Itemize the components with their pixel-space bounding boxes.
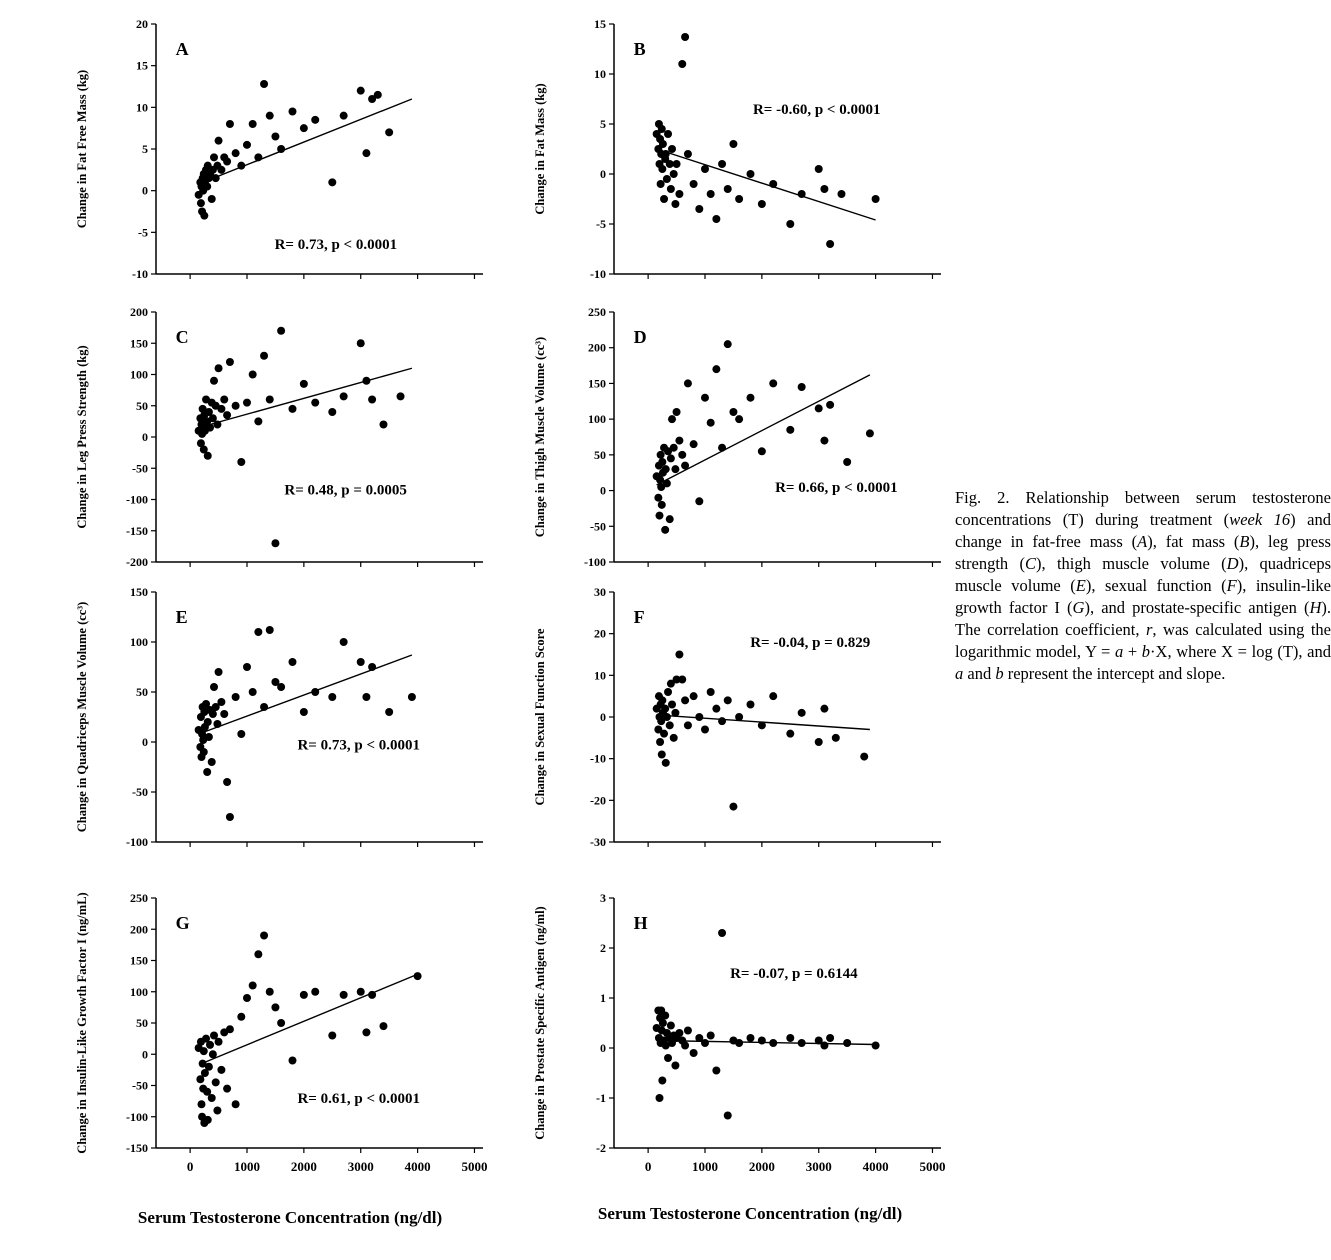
svg-text:0: 0 — [600, 167, 606, 181]
svg-text:-100: -100 — [126, 835, 148, 849]
svg-text:R= 0.73, p < 0.0001: R= 0.73, p < 0.0001 — [274, 237, 398, 253]
panel-h-psa — [526, 888, 966, 1184]
svg-text:D: D — [633, 327, 647, 347]
svg-text:2000: 2000 — [748, 1159, 775, 1174]
svg-text:250: 250 — [130, 891, 148, 905]
svg-text:150: 150 — [588, 376, 606, 391]
svg-text:3000: 3000 — [347, 1159, 374, 1174]
panel-d-chart — [526, 302, 966, 572]
svg-text:100: 100 — [130, 635, 148, 649]
panel-f-chart — [526, 582, 966, 852]
panel-h-chart — [526, 888, 966, 1184]
svg-text:A: A — [175, 39, 189, 59]
svg-text:Change in Insulin-Like Growth: Change in Insulin-Like Growth Factor I (ng/mL) — [75, 892, 89, 1154]
svg-text:Change in Fat Free Mass (kg): Change in Fat Free Mass (kg) — [75, 69, 89, 229]
svg-text:R= -0.04, p = 0.829: R= -0.04, p = 0.829 — [750, 635, 871, 651]
svg-text:Change in Leg Press Strength (: Change in Leg Press Strength (kg) — [75, 345, 89, 529]
panel-c-chart — [68, 302, 508, 572]
svg-text:0: 0 — [600, 483, 606, 498]
svg-text:50: 50 — [136, 1016, 148, 1030]
x-axis-label-right: Serum Testosterone Concentration (ng/dl) — [597, 1204, 903, 1223]
svg-text:-10: -10 — [590, 751, 606, 766]
svg-text:-10: -10 — [132, 267, 148, 281]
svg-text:0: 0 — [142, 1047, 148, 1062]
panel-e-quadriceps-muscle-volume — [68, 582, 508, 852]
svg-text:250: 250 — [588, 305, 606, 319]
svg-text:50: 50 — [136, 685, 148, 699]
panel-f-sexual-function-score — [526, 582, 966, 852]
svg-text:3000: 3000 — [805, 1159, 832, 1174]
svg-text:-5: -5 — [138, 225, 148, 240]
panel-g-igf-i — [68, 888, 508, 1184]
svg-text:0: 0 — [644, 1159, 652, 1174]
svg-text:200: 200 — [588, 340, 606, 355]
svg-text:G: G — [175, 913, 190, 933]
svg-text:100: 100 — [130, 367, 148, 382]
svg-text:4000: 4000 — [404, 1159, 431, 1174]
svg-text:-200: -200 — [126, 555, 148, 569]
svg-text:10: 10 — [594, 67, 606, 81]
svg-text:-5: -5 — [596, 217, 606, 231]
panel-b-chart — [526, 14, 966, 284]
svg-text:4000: 4000 — [862, 1159, 889, 1174]
svg-text:R= 0.61, p < 0.0001: R= 0.61, p < 0.0001 — [297, 1091, 421, 1107]
svg-text:2000: 2000 — [290, 1159, 317, 1174]
svg-text:-1: -1 — [596, 1091, 606, 1105]
svg-text:15: 15 — [594, 17, 606, 31]
svg-text:E: E — [175, 607, 188, 627]
svg-text:50: 50 — [594, 447, 606, 462]
svg-text:10: 10 — [594, 668, 606, 683]
svg-text:R= 0.73, p < 0.0001: R= 0.73, p < 0.0001 — [297, 737, 421, 754]
panel-a-chart — [68, 14, 508, 284]
svg-text:0: 0 — [142, 430, 148, 444]
svg-text:R= 0.48, p = 0.0005: R= 0.48, p = 0.0005 — [284, 482, 407, 499]
svg-text:150: 150 — [130, 585, 148, 599]
svg-text:-50: -50 — [132, 785, 148, 799]
svg-text:10: 10 — [136, 100, 148, 115]
svg-text:Change in Quadriceps Muscle Vo: Change in Quadriceps Muscle Volume (cc³) — [75, 601, 89, 833]
svg-text:-50: -50 — [132, 461, 148, 476]
figure-caption: Fig. 2. Relationship between serum testosterone concentrations (T) during treatment (week 16) and change in fat-free mass (A), fat mass (B), leg press strength (C), thigh muscle volume (D), quadriceps muscle volume (E), sexual function (F), insulin-like growth factor I (G), and prostate-specific antigen (H). The correlation coefficient, r, was calculated using the logarithmic model, Y = a + b·X, where X = log (T), and a and b represent the intercept and slope. — [955, 488, 1331, 683]
svg-text:-10: -10 — [590, 267, 606, 281]
svg-text:150: 150 — [130, 953, 148, 968]
svg-text:-100: -100 — [126, 1109, 148, 1124]
svg-text:5: 5 — [142, 142, 148, 156]
svg-text:50: 50 — [136, 398, 148, 413]
panel-c-leg-press-strength — [68, 302, 508, 572]
svg-text:Change in Prostate Specific An: Change in Prostate Specific Antigen (ng/ml) — [533, 906, 547, 1140]
panel-b-fat-mass — [526, 14, 966, 284]
svg-text:200: 200 — [130, 922, 148, 937]
svg-text:-20: -20 — [590, 793, 606, 808]
svg-text:B: B — [633, 39, 646, 59]
panel-e-chart — [68, 582, 508, 852]
svg-text:5: 5 — [600, 117, 606, 131]
svg-text:100: 100 — [130, 984, 148, 999]
svg-text:20: 20 — [136, 17, 148, 31]
svg-text:-150: -150 — [126, 1141, 148, 1155]
svg-text:R= -0.60, p < 0.0001: R= -0.60, p < 0.0001 — [752, 102, 881, 118]
x-axis-label-left: Serum Testosterone Concentration (ng/dl) — [137, 1208, 443, 1227]
svg-text:1000: 1000 — [233, 1159, 260, 1174]
svg-text:-30: -30 — [590, 835, 606, 849]
svg-text:Change in Fat Mass (kg): Change in Fat Mass (kg) — [533, 83, 547, 215]
svg-text:-2: -2 — [596, 1141, 606, 1155]
svg-text:100: 100 — [588, 412, 606, 427]
svg-text:0: 0 — [142, 735, 148, 749]
svg-text:3: 3 — [600, 891, 606, 905]
svg-text:1: 1 — [600, 991, 606, 1005]
svg-text:15: 15 — [136, 58, 148, 73]
svg-text:5000: 5000 — [461, 1159, 488, 1174]
svg-text:Change in Thigh Muscle Volume: Change in Thigh Muscle Volume (cc³) — [533, 336, 547, 538]
svg-text:30: 30 — [594, 585, 606, 599]
svg-text:0: 0 — [142, 183, 148, 198]
svg-text:5000: 5000 — [919, 1159, 946, 1174]
svg-text:R= 0.66, p < 0.0001: R= 0.66, p < 0.0001 — [775, 480, 898, 496]
svg-text:-100: -100 — [584, 555, 606, 569]
svg-text:0: 0 — [600, 1041, 606, 1055]
svg-text:150: 150 — [130, 336, 148, 351]
svg-text:1000: 1000 — [691, 1159, 718, 1174]
svg-text:200: 200 — [130, 305, 148, 319]
svg-text:0: 0 — [186, 1159, 194, 1174]
panel-a-fat-free-mass — [68, 14, 508, 284]
panel-g-chart — [68, 888, 508, 1184]
svg-text:-100: -100 — [126, 492, 148, 507]
svg-text:F: F — [633, 607, 645, 627]
svg-text:20: 20 — [594, 626, 606, 641]
svg-text:-50: -50 — [590, 519, 606, 534]
svg-text:-150: -150 — [126, 523, 148, 538]
svg-text:R= -0.07, p = 0.6144: R= -0.07, p = 0.6144 — [730, 966, 858, 982]
svg-text:-50: -50 — [132, 1078, 148, 1093]
svg-text:H: H — [633, 913, 648, 933]
svg-text:Change in Sexual Function Scor: Change in Sexual Function Score — [533, 628, 547, 806]
panel-d-thigh-muscle-volume — [526, 302, 966, 572]
svg-text:2: 2 — [600, 941, 606, 955]
svg-text:0: 0 — [600, 710, 606, 724]
svg-text:C: C — [175, 327, 189, 347]
